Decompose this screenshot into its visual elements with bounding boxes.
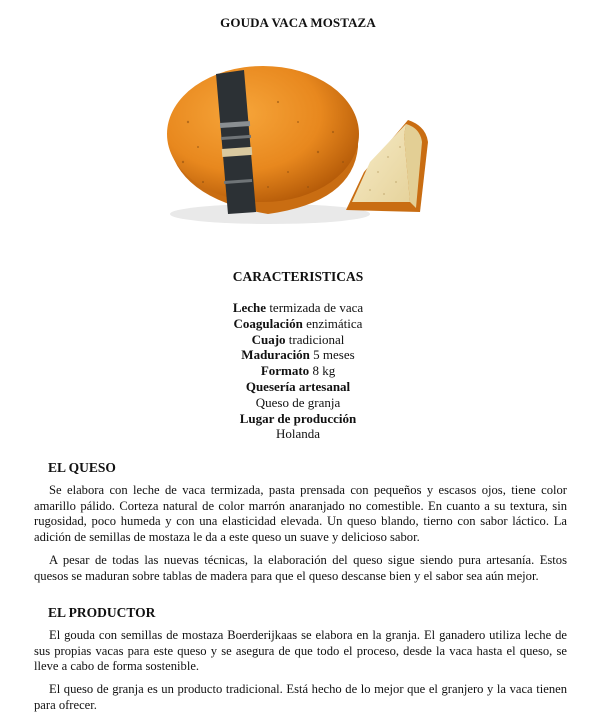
spec-queseria bbox=[0, 379, 596, 395]
spec-value: 5 meses bbox=[313, 347, 355, 363]
spec-maduracion bbox=[0, 347, 596, 363]
el-queso-heading: EL QUESO bbox=[48, 460, 116, 475]
spec-lugar-value: Holanda bbox=[275, 426, 321, 442]
spec-value: termizada de vaca bbox=[269, 300, 364, 315]
spec-label: Quesería artesanal bbox=[245, 378, 351, 394]
characteristics-heading: CARACTERISTICAS bbox=[232, 269, 364, 284]
spec-formato bbox=[0, 363, 596, 379]
el-queso-paragraph-1: Se elabora con leche de vaca termizada, pasta prensada con pequeños y escasos ojos, tiene color amarillo pálido. Corteza natural de color marrón anaranjado no comestible. En cuanto a su textura, sin rugosidad, poco humeda y con una elasticidad elevada. Un queso blando, tierno con sabor láctico. La adición de semillas de mostaza le da a este queso un suave y delicioso sabor. bbox=[34, 483, 567, 544]
el-productor-paragraph-2: El queso de granja es un producto tradicional. Está hecho de lo mejor que el granjero y la vaca tienen para ofrecer. bbox=[34, 682, 567, 712]
spec-label: Formato bbox=[260, 363, 310, 379]
document-title: GOUDA VACA MOSTAZA bbox=[220, 15, 376, 30]
gouda-cheese-wheel-image bbox=[158, 62, 438, 238]
el-productor-paragraph-1: El gouda con semillas de mostaza Boerderijkaas se elabora en la granja. El ganadero utiliza leche de sus propias vacas para este queso y se asegura de que todo el proceso, desde la vaca hasta el queso, se lleve a cabo de forma sostenible. bbox=[34, 628, 567, 674]
characteristics-list bbox=[0, 300, 596, 442]
spec-label: Leche bbox=[232, 300, 267, 315]
el-queso-paragraph-2: A pesar de todas las nuevas técnicas, la elaboración del queso sigue siendo pura artesanía. Estos quesos se maduran sobre tablas de madera para que el queso descanse bien y el sabor sea aún mejor. bbox=[34, 553, 567, 583]
spec-label: Maduración bbox=[241, 347, 310, 363]
spec-value: tradicional bbox=[288, 331, 345, 347]
spec-coagulacion bbox=[0, 316, 596, 332]
spec-queseria-value: Queso de granja bbox=[255, 394, 341, 410]
spec-leche bbox=[0, 300, 596, 316]
spec-label: Coagulación bbox=[233, 315, 303, 331]
spec-lugar bbox=[0, 411, 596, 427]
spec-label: Cuajo bbox=[251, 331, 286, 347]
el-productor-heading: EL PRODUCTOR bbox=[48, 605, 156, 620]
spec-value: enzimática bbox=[306, 315, 363, 331]
spec-value: 8 kg bbox=[312, 363, 336, 379]
spec-label: Lugar de producción bbox=[239, 410, 357, 426]
spec-cuajo bbox=[0, 332, 596, 348]
